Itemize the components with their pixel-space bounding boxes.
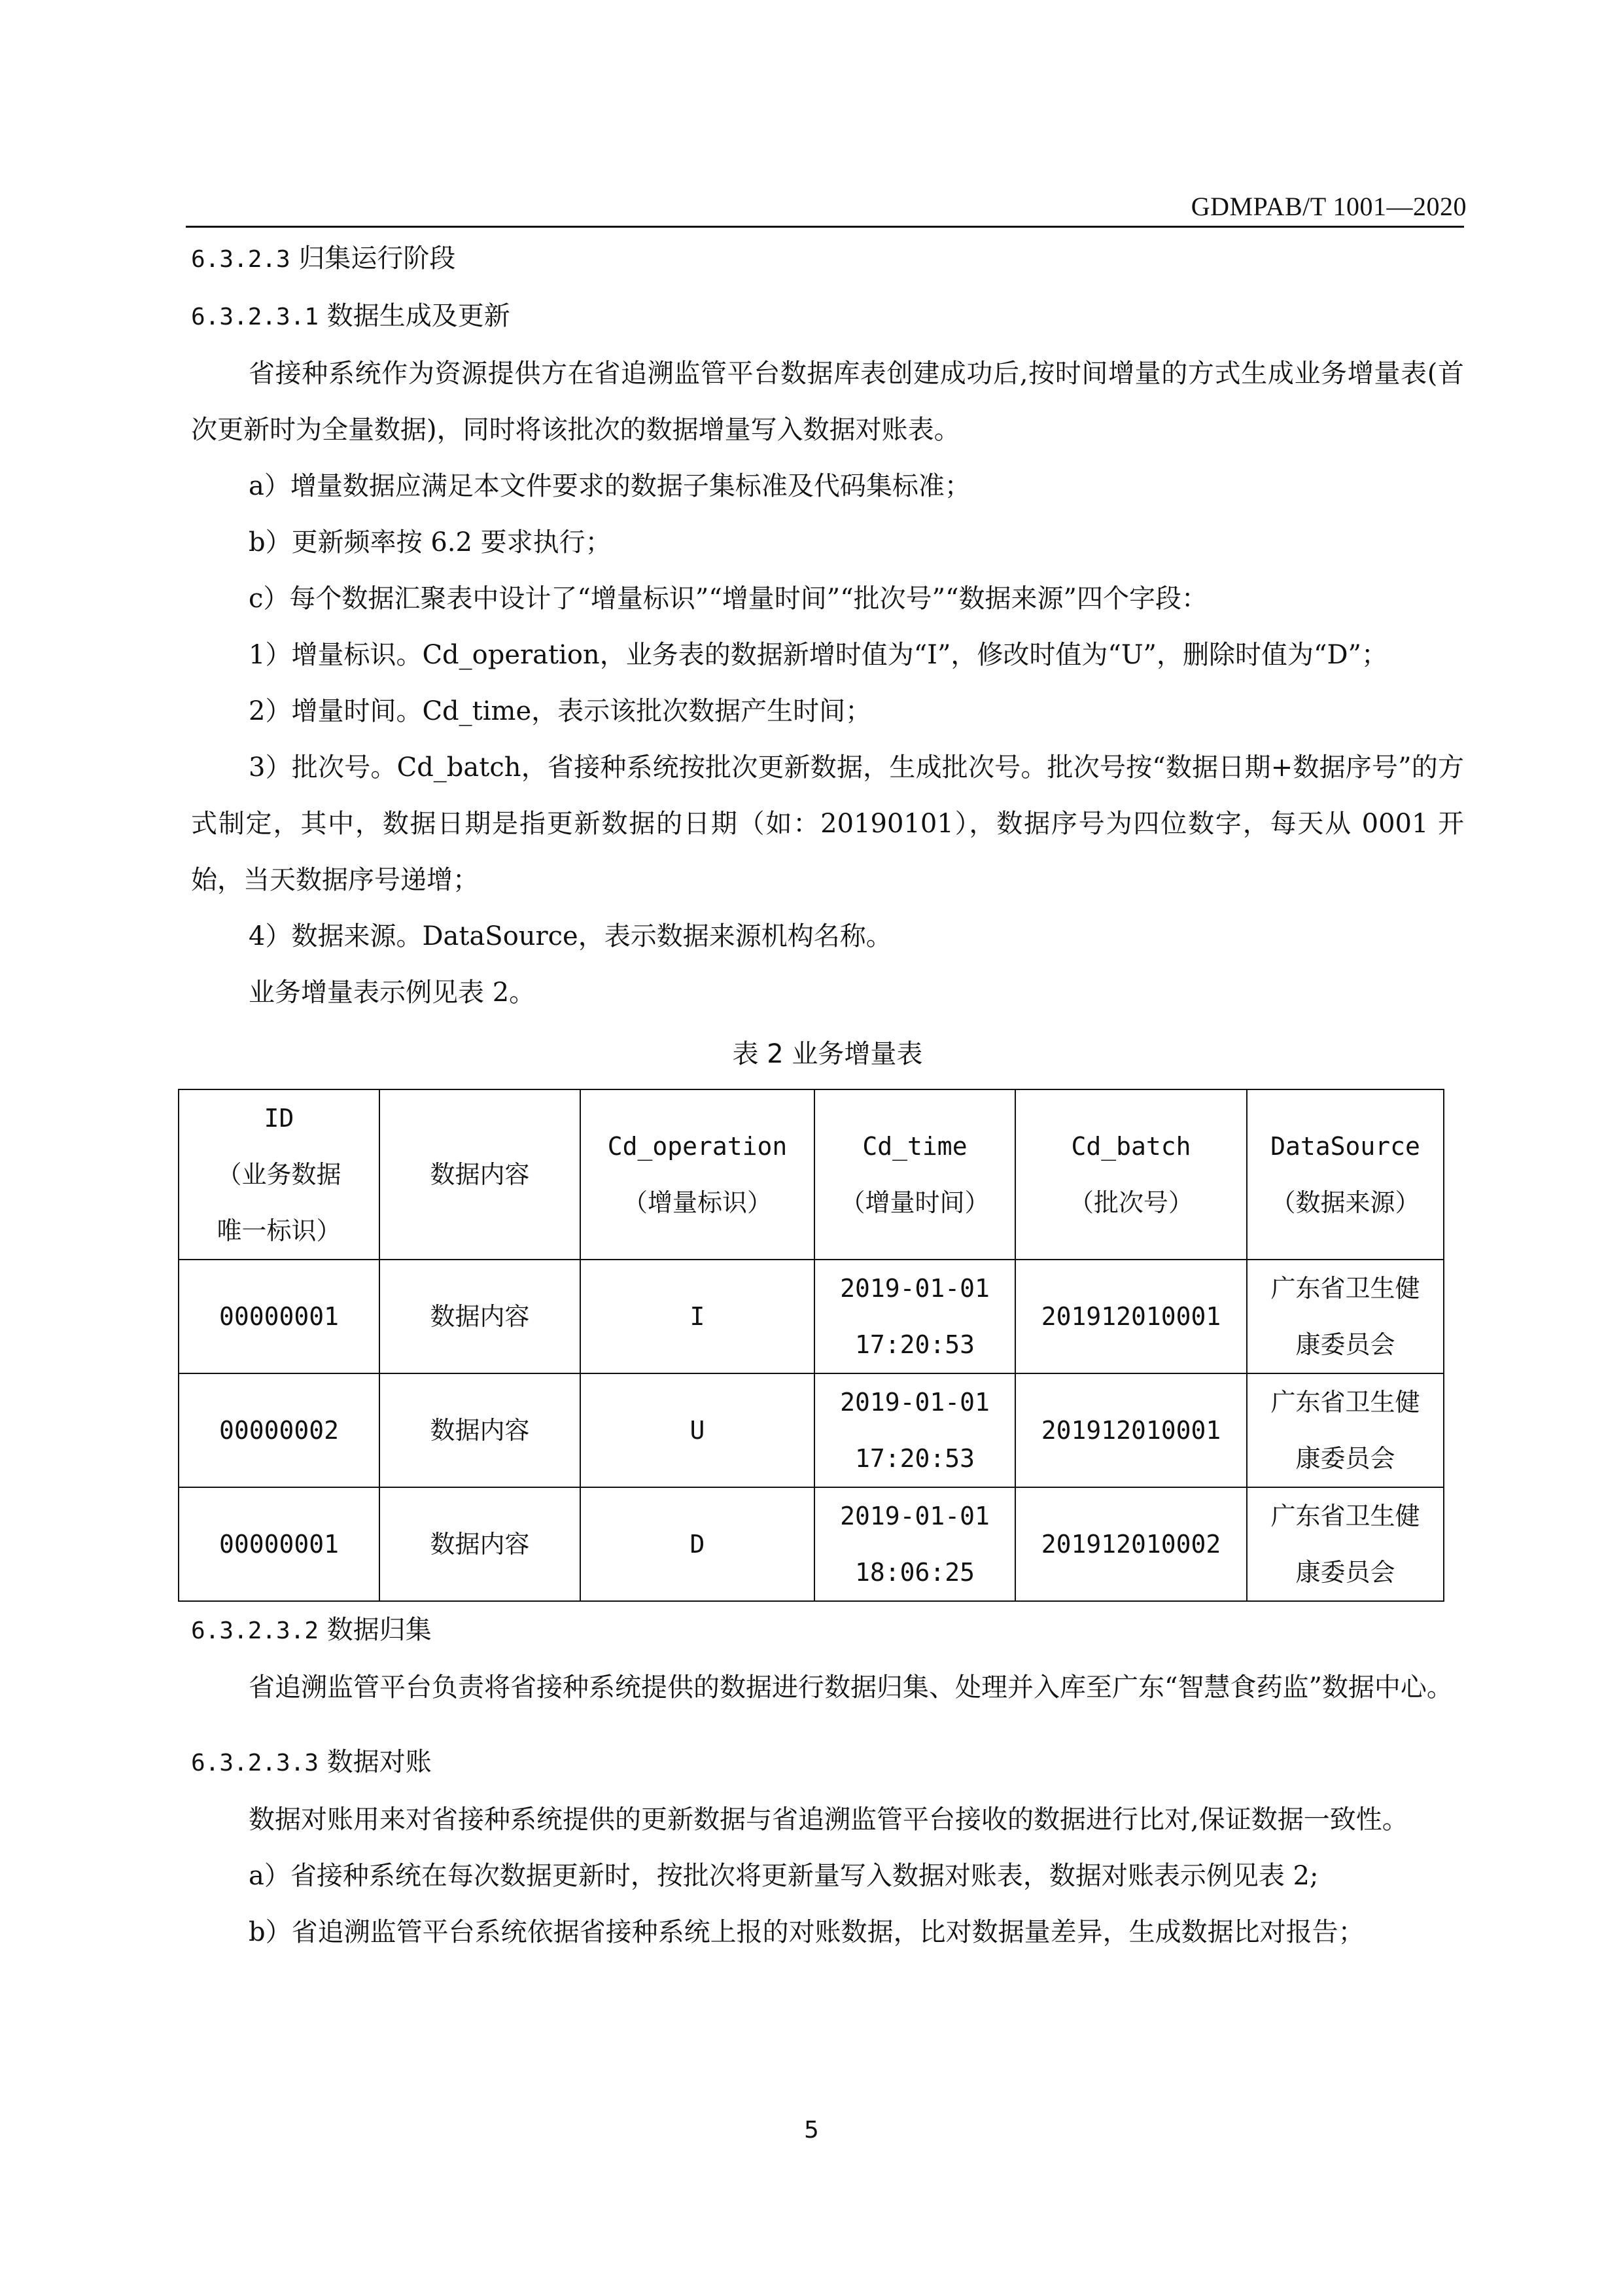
cell-content: 数据内容 (379, 1487, 580, 1601)
document-code: GDMPAB/T 1001—2020 (1191, 192, 1467, 221)
section-heading-6-3-2-3-1 (191, 288, 1464, 345)
table-row (179, 1260, 1444, 1373)
cell-content: 数据内容 (379, 1373, 580, 1487)
cell-time: 2019-01-01 18:06:25 (814, 1487, 1015, 1601)
cell-operation: I (580, 1260, 814, 1373)
table-row (179, 1373, 1444, 1487)
spacer (191, 1716, 1464, 1734)
section-title: 数据生成及更新 (326, 301, 510, 331)
list-item: b）更新频率按 6.2 要求执行； (249, 527, 612, 557)
section-number: 6.3.2.3.2 (191, 1617, 319, 1644)
paragraph-table-reference: 业务增量表示例见表 2。 (249, 978, 536, 1008)
table-header-row (179, 1089, 1444, 1260)
cell-source: 广东省卫生健 康委员会 (1247, 1487, 1444, 1601)
cell-content: 数据内容 (379, 1260, 580, 1373)
cell-id: 00000002 (179, 1373, 379, 1487)
cell-batch: 201912010002 (1015, 1487, 1247, 1601)
paragraph-reconciliation: 数据对账用来对省接种系统提供的更新数据与省追溯监管平台接收的数据进行比对,保证数据一致性。 (249, 1805, 1408, 1835)
header-rule (186, 226, 1464, 228)
cell-batch: 201912010001 (1015, 1260, 1247, 1373)
header-datasource: DataSource （数据来源） (1247, 1089, 1444, 1260)
document-body (191, 230, 1464, 1960)
section-title: 数据归集 (326, 1615, 432, 1645)
list-item: b）省追溯监管平台系统依据省接种系统上报的对账数据，比对数据量差异，生成数据比对报告； (249, 1917, 1365, 1947)
cell-operation: U (580, 1373, 814, 1487)
section-number: 6.3.2.3.3 (191, 1750, 319, 1776)
cell-time: 2019-01-01 17:20:53 (814, 1373, 1015, 1487)
section-number: 6.3.2.3.1 (191, 304, 319, 330)
cell-source: 广东省卫生健 康委员会 (1247, 1373, 1444, 1487)
cell-id: 00000001 (179, 1260, 379, 1373)
list-item: 4）数据来源。DataSource，表示数据来源机构名称。 (249, 921, 892, 951)
cell-id: 00000001 (179, 1487, 379, 1601)
table-row (179, 1487, 1444, 1601)
header-cd-time: Cd_time （增量时间） (814, 1089, 1015, 1260)
header-cd-operation: Cd_operation （增量标识） (580, 1089, 814, 1260)
list-item: c）每个数据汇聚表中设计了“增量标识”“增量时间”“批次号”“数据来源”四个字段： (249, 584, 1208, 614)
business-increment-table (178, 1089, 1444, 1602)
section-heading-6-3-2-3-3 (191, 1734, 1464, 1792)
table-caption: 表 2 业务增量表 (732, 1039, 923, 1069)
cell-batch: 201912010001 (1015, 1373, 1247, 1487)
list-item: 3）批次号。Cd_batch，省接种系统按批次更新数据，生成批次号。批次号按“数据日期+数据序号”的方式制定，其中，数据日期是指更新数据的日期（如：20190101），数据序号为四位数字，每天从 0001 开始，当天数据序号递增； (191, 752, 1464, 895)
cell-source: 广东省卫生健 康委员会 (1247, 1260, 1444, 1373)
header-id: ID （业务数据 唯一标识） (179, 1089, 379, 1260)
list-item: 1）增量标识。Cd_operation，业务表的数据新增时值为“I”，修改时值为“U”，删除时值为“D”； (249, 640, 1387, 670)
header-cd-batch: Cd_batch （批次号） (1015, 1089, 1247, 1260)
page-number: 5 (804, 2117, 819, 2144)
section-heading-6-3-2-3 (191, 230, 1464, 288)
cell-operation: D (580, 1487, 814, 1601)
list-item: a）省接种系统在每次数据更新时，按批次将更新量写入数据对账表，数据对账表示例见表 2; (249, 1861, 1319, 1891)
section-heading-6-3-2-3-2 (191, 1602, 1464, 1659)
section-title: 数据对账 (326, 1747, 432, 1777)
list-item: 2）增量时间。Cd_time，表示该批次数据产生时间； (249, 696, 872, 726)
header-content: 数据内容 (379, 1089, 580, 1260)
section-title: 归集运行阶段 (298, 243, 456, 274)
section-number: 6.3.2.3 (191, 246, 290, 273)
paragraph-data-generation: 省接种系统作为资源提供方在省追溯监管平台数据库表创建成功后,按时间增量的方式生成业务增量表(首次更新时为全量数据)，同时将该批次的数据增量写入数据对账表。 (191, 359, 1464, 445)
paragraph-data-collection: 省追溯监管平台负责将省接种系统提供的数据进行数据归集、处理并入库至广东“智慧食药监”数据中心。 (249, 1672, 1453, 1703)
cell-time: 2019-01-01 17:20:53 (814, 1260, 1015, 1373)
list-item: a）增量数据应满足本文件要求的数据子集标准及代码集标准； (249, 471, 971, 501)
